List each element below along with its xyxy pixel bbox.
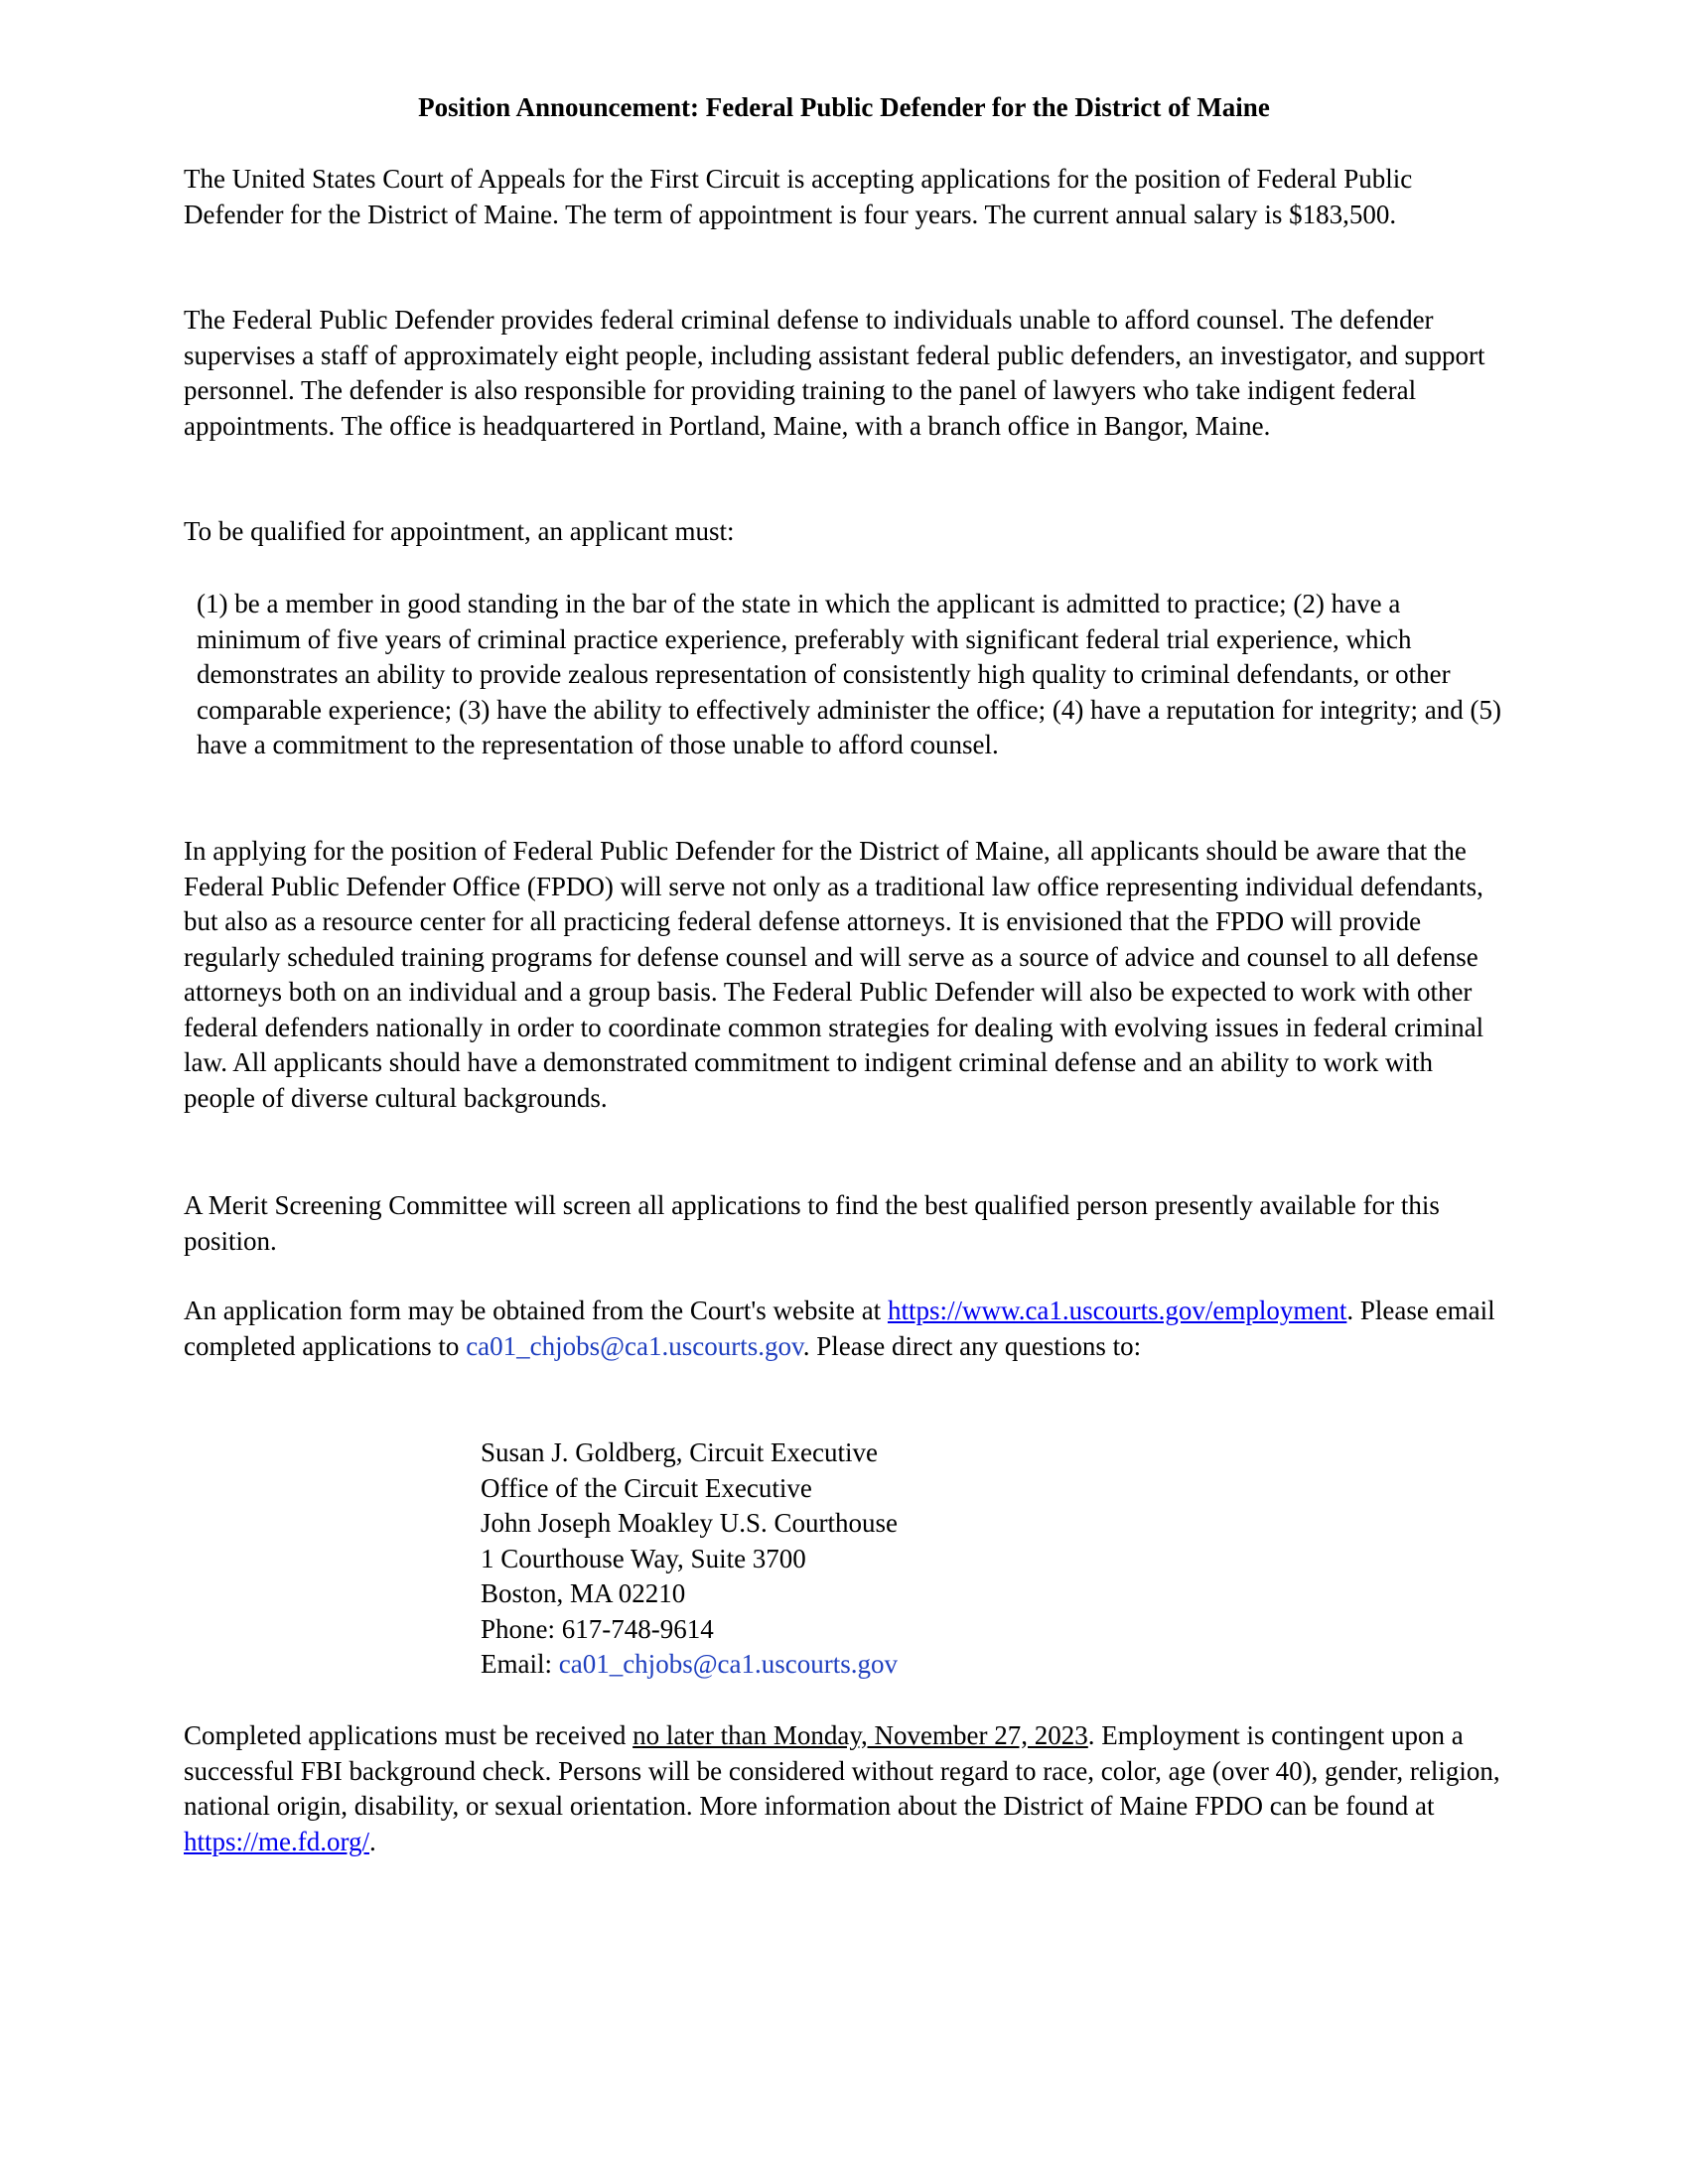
application-text-1: An application form may be obtained from the Court's website at: [184, 1296, 888, 1325]
contact-phone: Phone: 617-748-9614: [481, 1613, 714, 1644]
application-paragraph: [184, 1294, 1504, 1364]
applications-email-link[interactable]: ca01_chjobs@ca1.uscourts.gov: [466, 1330, 803, 1361]
deadline-text-2: . Employment is contingent upon a successful FBI background check. Persons will be considered without regard to race, color, age (over 40), gender, religion, national origin, disability, or sexual orientation. More information about the District of Maine FPDO can be found at: [184, 1720, 1500, 1821]
page-title: Position Announcement: Federal Public Defender for the District of Maine: [418, 92, 1270, 122]
qualification-intro: To be qualified for appointment, an applicant must:: [184, 516, 735, 546]
employment-link[interactable]: https://www.ca1.uscourts.gov/employment: [887, 1296, 1347, 1325]
fpdo-website-link[interactable]: https://me.fd.org/: [184, 1826, 369, 1856]
qualifications-list: (1) be a member in good standing in the bar of the state in which the applicant is admitted to practice; (2) have a minimum of five years of criminal practice experience, preferably with significant federal trial experience, which demonstrates an ability to provide zealous representation of consistently high quality to criminal defendants, or other comparable experience; (3) have the ability to effectively administer the office; (4) have a reputation for integrity; and (5) have a commitment to the representation of those unable to afford counsel.: [197, 589, 1501, 759]
duties-paragraph: The Federal Public Defender provides federal criminal defense to individuals unable to afford counsel. The defender supervises a staff of approximately eight people, including assistant federal public defenders, an investigator, and support personnel. The defender is also responsible for providing training to the panel of lawyers who take indigent federal appointments. The office is headquartered in Portland, Maine, with a branch office in Bangor, Maine.: [184, 305, 1485, 441]
contact-city: Boston, MA 02210: [481, 1578, 686, 1608]
deadline-paragraph: [184, 1718, 1504, 1859]
application-text-2: . Please email completed applications to: [184, 1296, 1495, 1361]
fpdo-role-paragraph: In applying for the position of Federal Public Defender for the District of Maine, all applicants should be aware that the Federal Public Defender Office (FPDO) will serve not only as a traditional law office representing individual defendants, but also as a resource center for all practicing federal defense attorneys. It is envisioned that the FPDO will provide regularly scheduled training programs for defense counsel and will serve as a source of advice and counsel to all defense attorneys both on an individual and a group basis. The Federal Public Defender will also be expected to work with other federal defenders nationally in order to coordinate common strategies for dealing with evolving issues in federal criminal law. All applicants should have a demonstrated commitment to indigent criminal defense and an ability to work with people of diverse cultural backgrounds.: [184, 836, 1484, 1113]
contact-email-link[interactable]: ca01_chjobs@ca1.uscourts.gov: [558, 1649, 899, 1679]
deadline-date: no later than Monday, November 27, 2023: [633, 1720, 1088, 1750]
contact-address-block: [481, 1435, 898, 1683]
deadline-text-1: Completed applications must be received: [184, 1720, 633, 1750]
contact-name: Susan J. Goldberg, Circuit Executive: [481, 1437, 878, 1467]
application-text-3: . Please direct any questions to:: [802, 1330, 1142, 1361]
contact-street: 1 Courthouse Way, Suite 3700: [481, 1543, 806, 1573]
contact-email-line: [481, 1647, 898, 1683]
deadline-text-3: .: [369, 1826, 376, 1856]
merit-committee-paragraph: A Merit Screening Committee will screen all applications to find the best qualified person presently available for this position.: [184, 1190, 1440, 1256]
intro-paragraph: The United States Court of Appeals for the First Circuit is accepting applications for the position of Federal Public Defender for the District of Maine. The term of appointment is four years. The current annual salary is $183,500.: [184, 164, 1413, 229]
contact-email-label: Email:: [481, 1649, 559, 1679]
contact-office: Office of the Circuit Executive: [481, 1472, 812, 1503]
contact-building: John Joseph Moakley U.S. Courthouse: [481, 1508, 898, 1538]
